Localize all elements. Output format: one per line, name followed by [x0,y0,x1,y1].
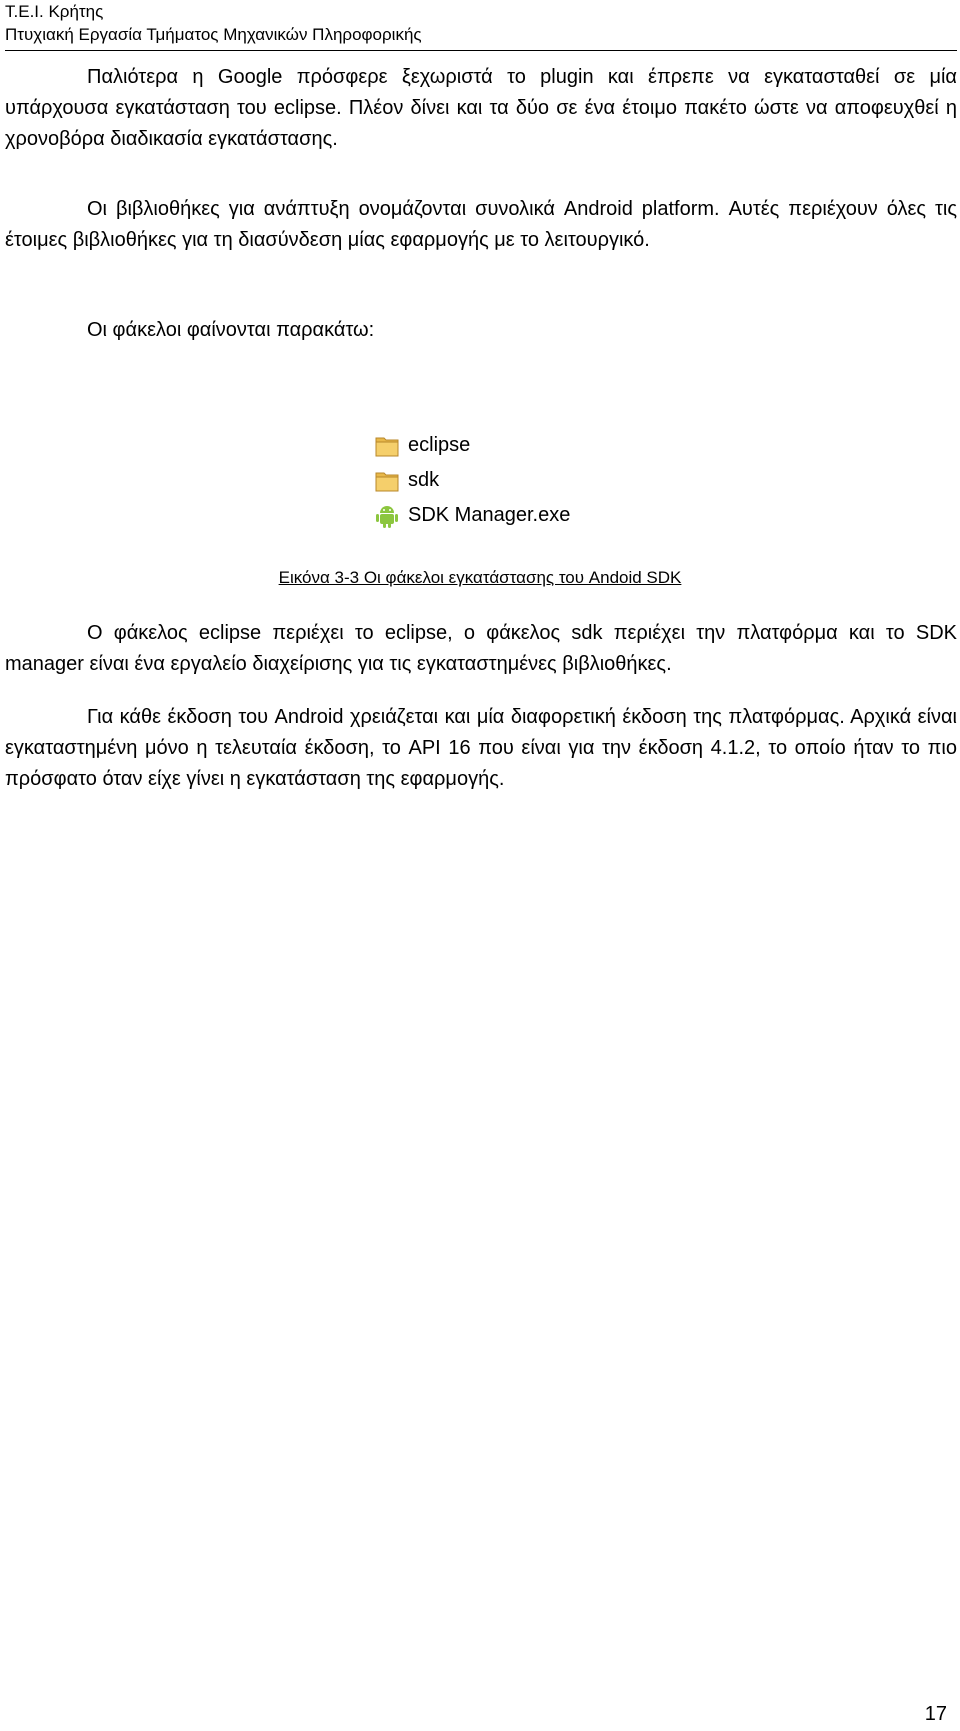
file-name: eclipse [408,434,471,456]
paragraph-2: Οι βιβλιοθήκες για ανάπτυξη ονομάζονται συνολικά Android platform. Αυτές περιέχουν όλες τις έτοιμες βιβλιοθήκες για τη διασύνδεση μίας εφαρμογής με το λειτουργικό. [5,198,957,251]
header-thesis-title: Πτυχιακή Εργασία Τμήματος Μηχανικών Πληροφορικής [5,25,422,44]
paragraph-3: Οι φάκελοι φαίνονται παρακάτω: [87,319,375,341]
paragraph-4: Ο φάκελος eclipse περιέχει το eclipse, ο φάκελος sdk περιέχει την πλατφόρμα και το SDK manager είναι ένα εργαλείο διαχείρισης για τις εγκαταστημένες βιβλιοθήκες. [5,622,957,675]
folder-icon [374,469,400,493]
header-institution: Τ.Ε.Ι. Κρήτης [5,2,104,21]
android-icon [374,503,400,529]
page-header [5,0,957,51]
figure-caption: Εικόνα 3-3 Οι φάκελοι εγκατάστασης του Andoid SDK [278,568,682,587]
file-name: SDK Manager.exe [408,504,571,526]
file-row-sdk-manager [374,498,594,533]
paragraph-1: Παλιότερα η Google πρόσφερε ξεχωριστά το plugin και έπρεπε να εγκατασταθεί σε μία υπάρχουσα εγκατάσταση του eclipse. Πλέον δίνει και τα δύο σε ένα έτοιμο πακέτο ώστε να αποφευχθεί η χρονοβόρα διαδικασία εγκατάστασης. [5,66,957,150]
file-row-eclipse [374,428,594,463]
page-number: 17 [924,1703,947,1725]
folder-icon [374,434,400,458]
file-row-sdk [374,463,594,498]
file-name: sdk [408,469,440,491]
paragraph-5: Για κάθε έκδοση του Android χρειάζεται και μία διαφορετική έκδοση της πλατφόρμας. Αρχικά είναι εγκαταστημένη μόνο η τελευταία έκδοση, το API 16 που είναι για την έκδοση 4.1.2, το οποίο ήταν το πιο πρόσφατο όταν είχε γίνει η εγκατάσταση της εφαρμογής. [5,706,957,790]
folder-figure [374,428,594,533]
